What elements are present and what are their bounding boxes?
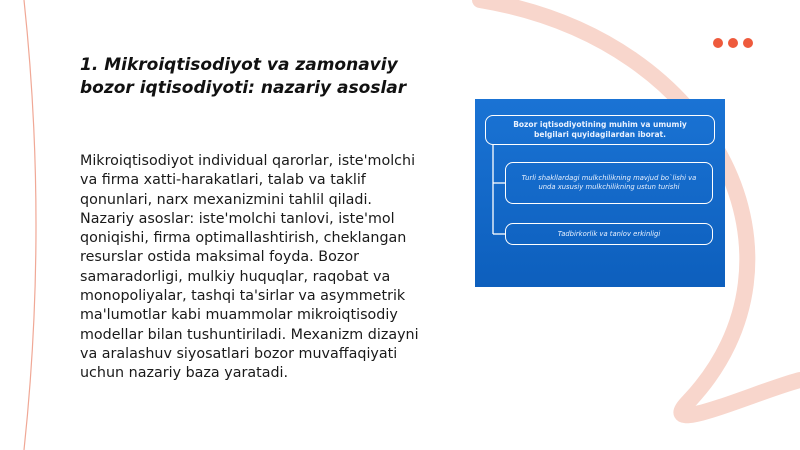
diagram-item-box: Turli shakllardagi mulkchilikning mavjud bo`lishi va unda xususiy mulkchilikning ustun turishi bbox=[505, 162, 713, 204]
decor-arc-bottom bbox=[681, 380, 800, 415]
slide-title: 1. Mikroiqtisodiyot va zamonaviy bozor iqtisodiyoti: nazariy asoslar bbox=[80, 55, 407, 98]
menu-dots-icon bbox=[713, 38, 753, 48]
dot bbox=[713, 38, 723, 48]
slide-body-text: Mikroiqtisodiyot individual qarorlar, iste'molchi va firma xatti-harakatlari, talab va taklif qonunlari, narx mexanizmini tahlil qiladi. Nazariy asoslar: iste'molchi tanlovi, iste'mol qoniqishi, firma optimallashtirish, cheklangan resurslar ostida maksimal foyda. Bozor samaradorligi, mulkiy huquqlar, raqobat va monopoliyalar, tashqi ta'sirlar va asymmetrik ma'lumotlar kabi muammolar mikroiqtisodiy modellar bilan tushuntiriladi. Mexanizm dizayni va aralashuv siyosatlari bozor muvaffaqiyati uchun nazariy baza yaratadi. bbox=[80, 153, 419, 382]
diagram-header-box: Bozor iqtisodiyotining muhim va umumiy belgilari quyidagilardan iborat. bbox=[485, 115, 715, 145]
diagram-item-box: Tadbirkorlik va tanlov erkinligi bbox=[505, 223, 713, 245]
dot bbox=[743, 38, 753, 48]
diagram-panel bbox=[475, 99, 725, 287]
dot bbox=[728, 38, 738, 48]
left-edge-curve bbox=[24, 0, 36, 450]
